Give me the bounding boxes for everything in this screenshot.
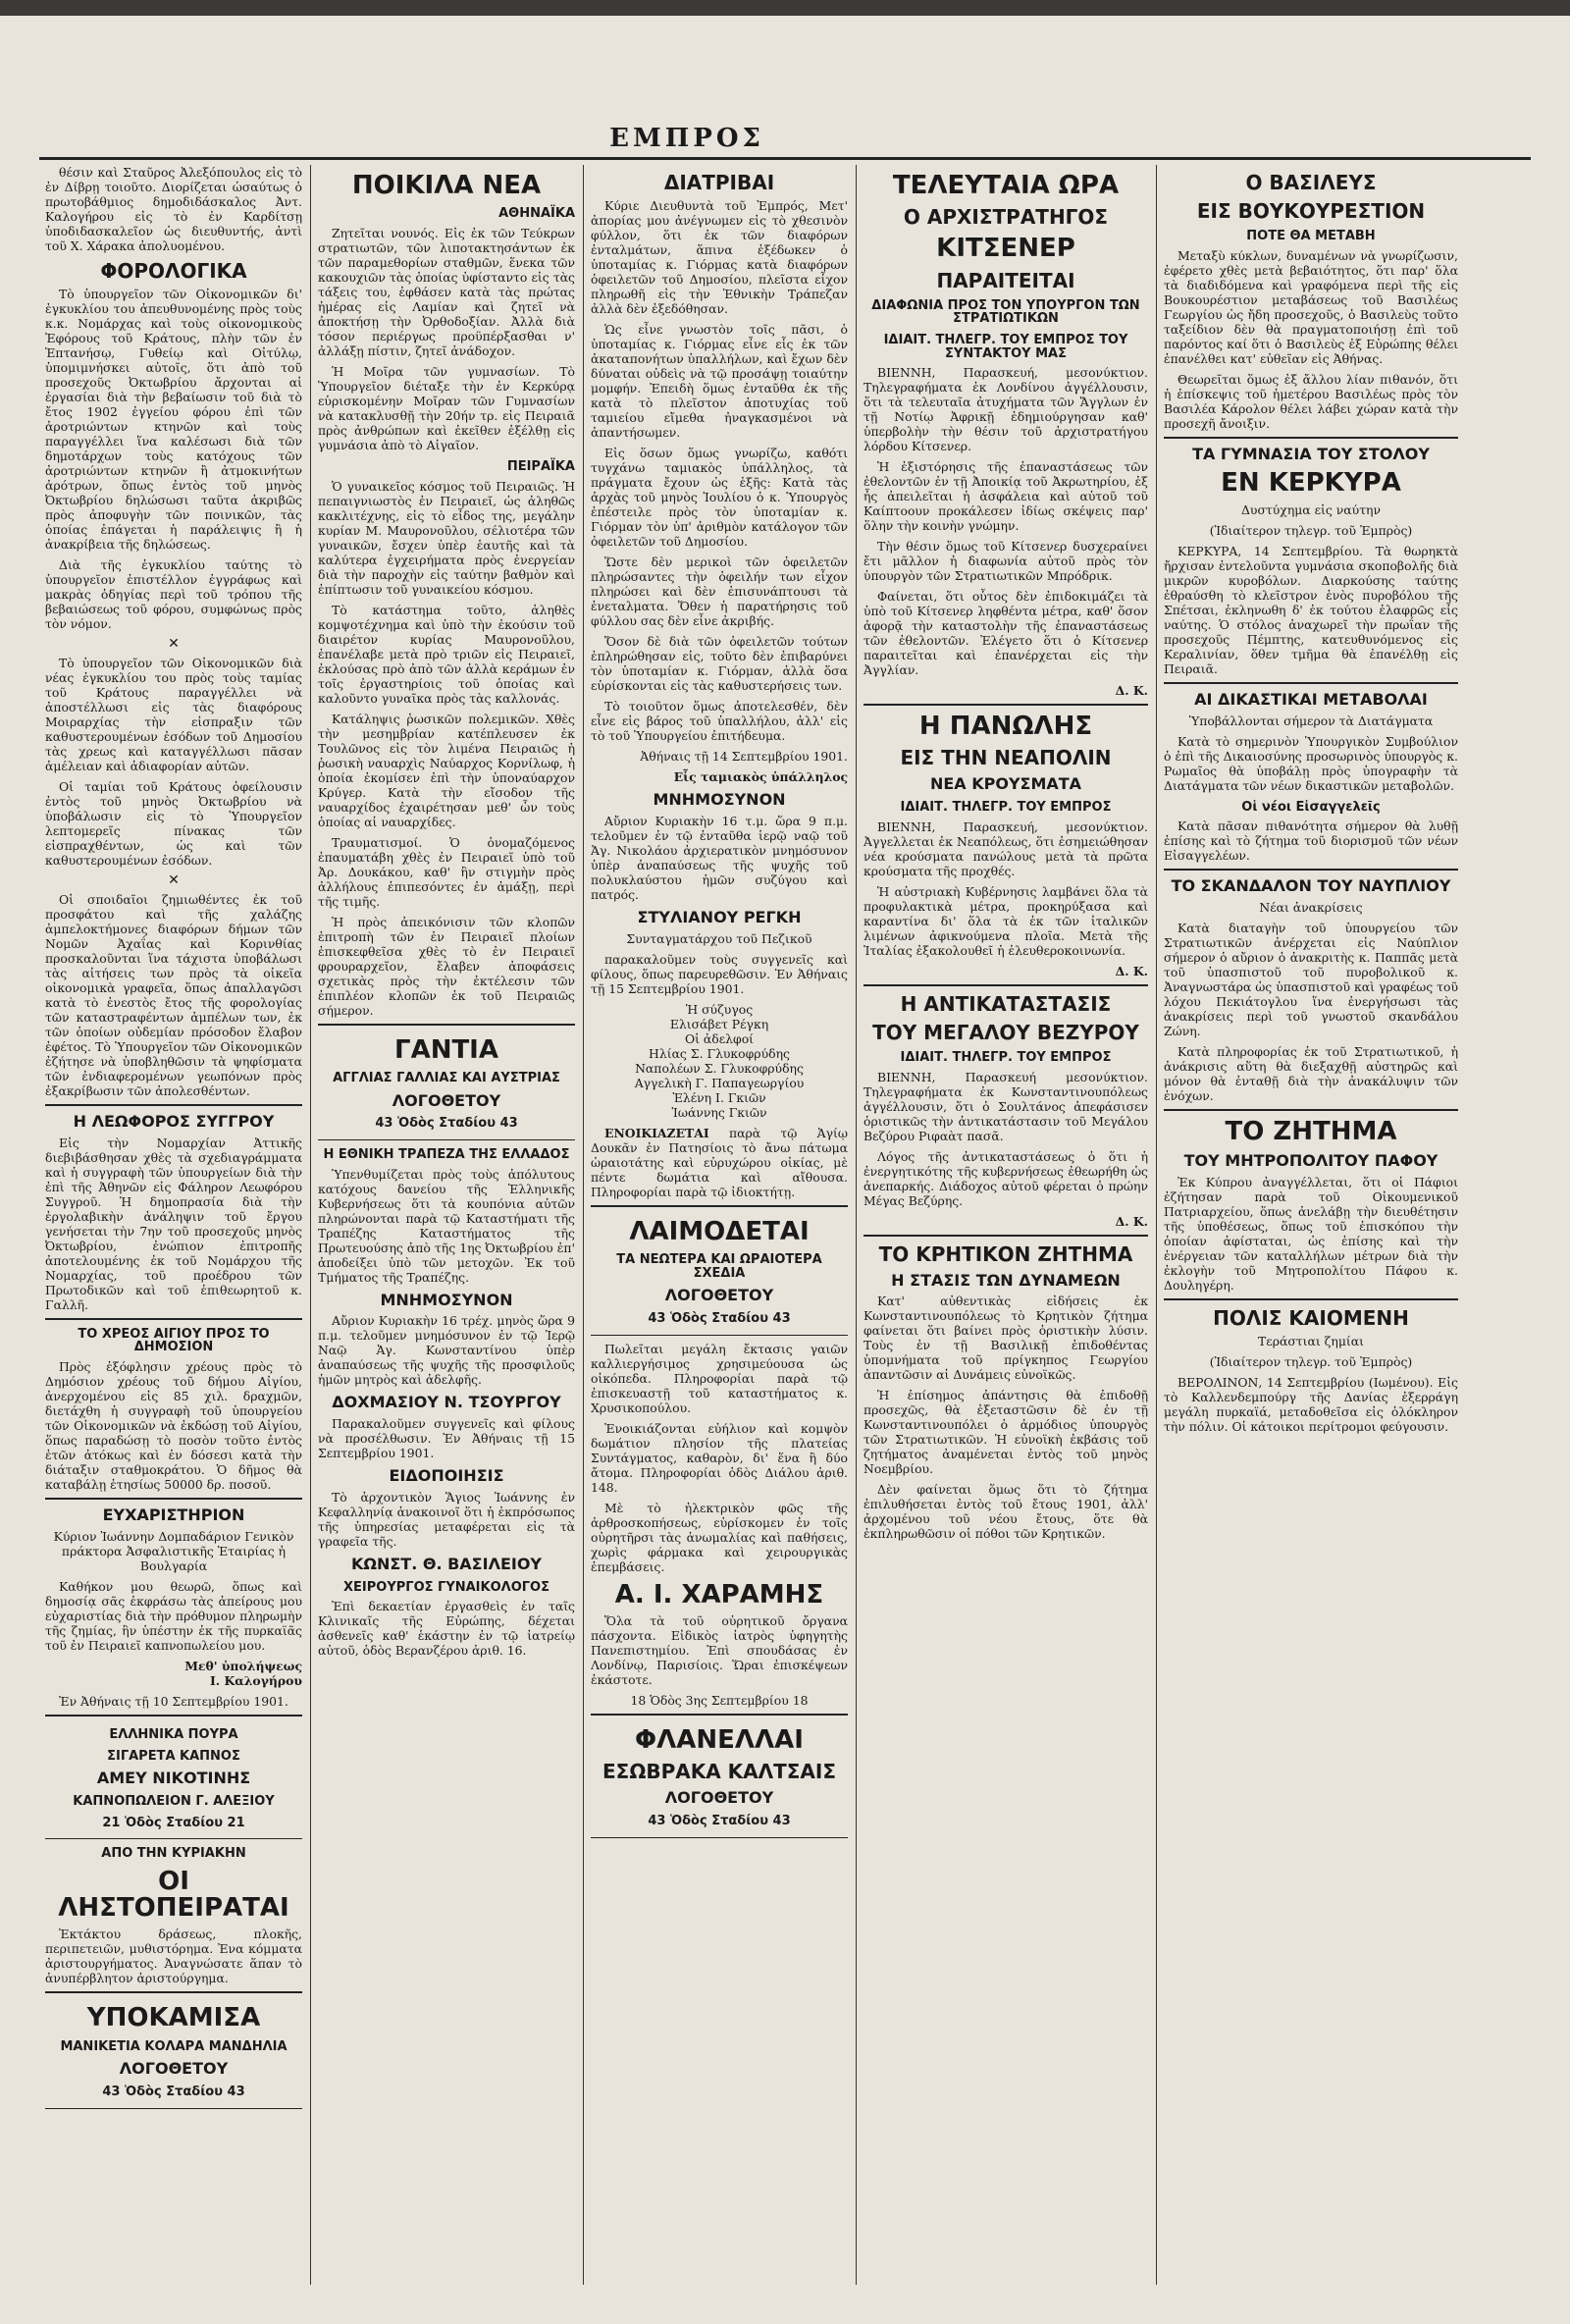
vezirou-paragraph-2: Λόγος τῆς ἀντικαταστάσεως ὁ ὅτι ἡ ἐνεργητικότης τῆς κυβερνήσεως ἐθεωρήθη ὡς ἀνεπαρκής. Διάδοχος αὐτοῦ φέρεται ὁ πρώην Μέγας Βεζύρης.: [864, 1148, 1148, 1208]
euxaristirion-paragraph: Καθήκον μου θεωρῶ, ὅπως καὶ δημοσίᾳ σᾶς ἐκφράσω τὰς ἀπείρους μου εὐχαριστίας διὰ τὴν πρόθυμον πληρωμὴν τῆς ζημίας, ἣν ὑπέστην ἐκ τῆς πυρκαϊᾶς τοῦ ἐν Πειραιεῖ καπνοπωλείου μου.: [45, 1578, 302, 1653]
diatribai-signature: Εἷς ταμιακὸς ὑπάλληλος: [673, 769, 848, 784]
peiraika-paragraph-4: Τραυματισμοί. Ὁ ὀνομαζόμενος ἐπαυματάβη χθὲς ἐν Πειραιεῖ ὑπὸ τοῦ Ἀρ. Δουκάκου, καθ' ἣν στιγμὴν πρὸς ἀλλήλους ἐπιπεσόντες ἐν ἀμάξῃ, περὶ τῆς τιμῆς.: [318, 834, 575, 909]
vasileus-paragraph-1: Μεταξὺ κύκλων, δυναμένων νὰ γνωρίζωσιν, ἐφέρετο χθὲς μετὰ βεβαιότητος, ὅτι παρ' ὅλα τὰ διαδιδόμενα καὶ γραφόμενα περὶ τῆς εἰς Βουκουρέστιον μεταβάσεως τοῦ Βασιλέως Γεωργίου ὡς ἤδη προσεχοῦς, ὁ Βασιλεὺς τοῦτο ταξείδιον δὲν θὰ πραγματοποιήσῃ ἐπὶ τοῦ παρόντος καί ὅτι ὁ Βασιλεὺς ἐξ Εὐρώπης θέλει ἐπανέλθει κατ' εὐθεῖαν εἰς Ἀθήνας.: [1164, 247, 1458, 366]
heading-staseis: Η ΣΤΑΣΙΣ ΤΩΝ ΔΥΝΑΜΕΩΝ: [891, 1270, 1121, 1290]
ad-gloves-title: ΓΑΝΤΙΑ: [394, 1034, 498, 1065]
column-4: [864, 165, 1148, 2295]
divider: [864, 704, 1148, 706]
athinaika-paragraph-2: Ἡ Μοῖρα τῶν γυμνασίων. Τὸ Ὑπουργεῖον διέταξε τὴν ἐν Κερκύρᾳ εὑρισκομένην Μοῖραν τῶν Γυμνασίων νὰ κατακλυσθῇ τὴν 20ήν τρ. εἰς Πειραιᾶ πρὸς ἀνθρώπων καὶ ἐκεῖθεν ἐξέλθῃ εἰς γυμνάσια ἀπὸ τὸ Αἰγαῖον.: [318, 363, 575, 452]
heading-leoforos: Η ΛΕΩΦΟΡΟΣ ΣΥΓΓΡΟΥ: [73, 1112, 275, 1131]
tsourgos-paragraph: Παρακαλοῦμεν συγγενεῖς καὶ φίλους νὰ προσέλθωσιν. Ἐν Ἀθήναις τῇ 15 Σεπτεμβρίου 1901.: [318, 1416, 575, 1461]
column-rule: [583, 165, 584, 2285]
polis-source: (Ἰδιαίτερον τηλεγρ. τοῦ Ἐμπρὸς): [1209, 1354, 1413, 1370]
ad-flannels-sub: ΕΣΩΒΡΑΚΑ ΚΑΛΤΣΑΙΣ: [602, 1760, 836, 1784]
enoikiazontai-paragraph: Ἐνοικιάζονται εὐήλιον καὶ κομψὸν δωμάτιον πλησίον τῆς πλατείας Συντάγματος, καθαρὸν, δι' ἕνα ἢ δύο ἄτομα. Πληροφορίαι ὁδὸς Διάλου ἀριθ. 148.: [591, 1420, 848, 1495]
ad-tobacco-line-4: ΚΑΠΝΟΠΩΛΕΙΟΝ Γ. ΑΛΕΞΙΟΥ: [73, 1793, 275, 1809]
skandalon-subheading: Νέαι ἀνακρίσεις: [1259, 899, 1363, 915]
heading-gymnasia: ΤΑ ΓΥΜΝΑΣΙΑ ΤΟΥ ΣΤΟΛΟΥ: [1192, 444, 1430, 463]
athinaika-paragraph-1: Ζητεῖται νουνός. Εἰς ἐκ τῶν Τεύκρων στρατιωτῶν, τῶν λιποτακτησάντων ἐκ τῶν παραμεθορίων σταθμῶν, ἕνεκα τῶν κακουχιῶν τὰς ὁποίας ὑφίσταντο εἰς τὰς τάξεις του, ἐφθάσεν κατὰ τὰς πρώτας ἡμέρας εἰς Λαμίαν καὶ ζητεῖ νὰ ἀποκτήσῃ τὴν Ὀρθοδοξίαν. Ἀλλὰ διὰ τόσον περιέργως προϋπέρξασθαι ν' ἀλλάξῃ πίστιν, ζητεῖ ἀνάδοχον.: [318, 225, 575, 358]
heading-vasileiou: ΚΩΝΣΤ. Θ. ΒΑΣΙΛΕΙΟΥ: [350, 1554, 543, 1573]
kitsener-signature: Δ. Κ.: [1115, 683, 1148, 699]
masthead: ΕΜΠΡΟΣ: [609, 124, 764, 153]
heading-mnimosinon-2: ΜΝΗΜΟΣΥΝΟΝ: [653, 790, 786, 809]
divider: [1164, 869, 1458, 871]
ad-neckties-sub: ΤΑ ΝΕΩΤΕΡΑ ΚΑΙ ΩΡΑΙΟΤΕΡΑ ΣΧΕΔΙΑ: [616, 1251, 822, 1281]
ad-tobacco: [45, 1715, 302, 1839]
divider: [864, 984, 1148, 986]
kerkyra-subheading: Δυστύχημα εἰς ναύτην: [1240, 502, 1381, 517]
heading-pote: ΠΟΤΕ ΘΑ ΜΕΤΑΒΗ: [1246, 229, 1376, 243]
ad-shirts: [45, 1991, 302, 2108]
forologika-paragraph-2: Διὰ τῆς ἐγκυκλίου ταύτης τὸ ὑπουργεῖον ἐπιστέλλον ἐγγράφως καὶ μακρὰς ὁδηγίας περὶ τοῦ τρόπου τῆς βεβαιώσεως τοῦ φόρου, συμφώνως πρὸς τὸν νόμον.: [45, 557, 302, 631]
poleitai-paragraph: Πωλεῖται μεγάλη ἔκτασις γαιῶν καλλιεργήσιμος χρησιμεύουσα ὡς οἰκόπεδα. Πληροφορίαι παρὰ τῷ ἐπισκευαστῇ τοῦ καταστήματος κ. Χρυσικοπούλου.: [591, 1341, 848, 1415]
kitsener-source: ΙΔΙΑΙΤ. ΤΗΛΕΓΡ. ΤΟΥ ΕΜΠΡΟΣ ΤΟΥ ΣΥΝΤΑΚΤΟΥ ΜΑΣ: [883, 332, 1128, 361]
intro-text: θέσιν καὶ Σταῦρος Ἀλεξόπουλος εἰς τὸ ἐν Δίβρῃ τοιοῦτο. Διορίζεται ὡσαύτως ὁ πρωτοβάθμιος δημοδιδάσκαλος Ἀντ. Καλογήρου εἰς τὸ ἐν Καρδίτσῃ ὑποδιδασκαλεῖον ὡς διευθυντής, ἀντὶ τοῦ Χ. Χάρακα ἀπολυομένου.: [45, 165, 302, 253]
peiraika-paragraph-5: Ἡ πρὸς ἀπεικόνισιν τῶν κλοπῶν ἐπιτροπὴ τῶν ἐν Πειραιεῖ πλοίων ἐπισκεφθεῖσα χθὲς τὸ ἐν Πειραιεῖ φρουραρχεῖον, ἔλαβεν ἀποφάσεις σχετικὰς πρὸς τὴν ἐκτέλεσιν τῶν ἐπιπλέον κλοπῶν ἐκ τοῦ Πειραιῶς σήμερον.: [318, 914, 575, 1018]
divider: [864, 1235, 1148, 1237]
header-rule: [39, 157, 1531, 160]
heading-kerkyra: ΕΝ ΚΕΡΚΥΡΑ: [1221, 468, 1401, 499]
heading-vezirou: ΤΟΥ ΜΕΓΑΛΟΥ ΒΕΖΥΡΟΥ: [872, 1020, 1139, 1044]
kritikon-paragraph-1: Κατ' αὐθεντικὰς εἰδήσεις ἐκ Κωνσταντινουπόλεως τὸ Κρητικὸν ζήτημα φαίνεται ὅτι βαίνει πρὸς ὁριστικὴν λύσιν. Τοὺς ἐν τῇ Βασιλικῇ ἐπιδοθέντας ὑπομνήματα τοῦ πρίγκηπος Γεωργίου ἀπαντῶσιν αἱ Δυνάμεις εὐνοϊκῶς.: [864, 1294, 1148, 1383]
heading-forologika: ΦΟΡΟΛΟΓΙΚΑ: [100, 259, 247, 283]
ad-shirts-address: 43 Ὁδὸς Σταδίου 43: [102, 2085, 245, 2100]
mnimosinon-2-signatures: Ἡ σύζυγος Ελισάβετ Ρέγκη Οἱ ἀδελφοί Ηλίας Σ. Γλυκοφρύδης Ναπολέων Σ. Γλυκοφρύδης Αγγελικὴ Γ. Παπαγεωργίου Ἐλένη Ι. Γκιῶν Ἰωάννης Γκιῶν: [634, 1001, 805, 1120]
ad-flannels-address: 43 Ὁδὸς Σταδίου 43: [648, 1814, 791, 1828]
heading-arxistratigos: Ο ΑΡΧΙΣΤΡΑΤΗΓΟΣ: [903, 205, 1109, 230]
heading-skandalon: ΤΟ ΣΚΑΝΔΑΛΟΝ ΤΟΥ ΝΑΥΠΛΙΟΥ: [1171, 876, 1451, 896]
ad-shirts-name: ΛΟΓΟΘΕΤΟΥ: [119, 2059, 229, 2079]
subheading-athinaika: ΑΘΗΝΑΪΚΑ: [498, 206, 575, 222]
panoukla-signature: Δ. Κ.: [1115, 963, 1148, 978]
ad-xaramis-title: Α. Ι. ΧΑΡΑΜΗΣ: [614, 1579, 824, 1610]
ad-tobacco-line-1: ΕΛΛΗΝΙΚΑ ΠΟΥΡΑ: [109, 1726, 238, 1742]
diatribai-paragraph-4: Ὥστε δὲν μερικοὶ τῶν ὀφειλετῶν πληρώσαντες τὴν ὀφειλήν των εἶχον πληρώσει καὶ δὲν ἐπισυνάπτουσι τὰ ἐνεταλματα. Ὅθεν ἡ παρατήρησις τοῦ φύλλου σας δὲν εἶνε ἀκριβής.: [591, 555, 848, 628]
eisaggeleis-paragraph: Κατὰ πᾶσαν πιθανότητα σήμερον θὰ λυθῇ ἐπίσης καὶ τὸ ζήτημα τοῦ διορισμοῦ τῶν νέων Εἰσαγγελέων.: [1164, 819, 1458, 864]
dikastikai-subheading: Ὑποβάλλονται σήμερον τὰ Διατάγματα: [1188, 713, 1434, 728]
column-rule: [856, 165, 857, 2285]
heading-mitropolitou: ΤΟΥ ΜΗΤΡΟΠΟΛΙΤΟΥ ΠΑΦΟΥ: [1183, 1151, 1439, 1171]
polis-subheading: Τεράστιαι ζημίαι: [1258, 1334, 1364, 1349]
forologika-paragraph-4: Οἱ ταμίαι τοῦ Κράτους ὀφείλουσιν ἐντὸς τοῦ μηνὸς Ὀκτωβρίου νὰ ὑποβάλωσιν εἰς τὸ Ὑπουργεῖον λεπτομερεῖς πίνακας τῶν εἰσπραχθέντων, ὡς καὶ τῶν καθυστερουμένων ἐσόδων.: [45, 779, 302, 868]
column-2: [318, 165, 575, 2295]
diatribai-paragraph-2: Ὡς εἶνε γνωστὸν τοῖς πᾶσι, ὁ ὑποταμίας κ. Γιόρμας εἶνε εἷς ἐκ τῶν ἀκαταπονήτων ὑπαλλήλων, καὶ ἔχων δὲν δύναται οὐδεὶς νὰ τῷ προσάψῃ τοιαύτην μομφήν. Ἐπειδὴ ὅμως ἐνταῦθα ἐκ τῆς κατὰ τὸ πλεῖστον ἀποτυχίας τοῦ ταμιείου εἴμεθα ἠναγκασμένοι νὰ ἀπαντήσωμεν.: [591, 322, 848, 440]
kritikon-paragraph-2: Ἡ ἐπίσημος ἀπάντησις θὰ ἐπιδοθῇ προσεχῶς, θὰ ἐξεταστῶσιν δὲ ἐν τῇ Κωνσταντινουπόλει ὁ ἀρμόδιος ὑπουργὸς τῶν Στρατιωτικῶν. Ἡ εὐνοϊκὴ ἐκβάσις τοῦ ζητήματος ἀναμένεται ἐντὸς τοῦ μηνὸς Νοεμβρίου.: [864, 1388, 1148, 1477]
heading-trapeza: Η ΕΘΝΙΚΗ ΤΡΑΠΕΖΑ ΤΗΣ ΕΛΛΑΔΟΣ: [323, 1146, 570, 1162]
trapeza-paragraph: Ὑπενθυμίζεται πρὸς τοὺς ἀπόλυτους κατόχους δανείου τῆς Ἑλληνικῆς Κυβερνήσεως ὅτι τὰ κουπόνια αὐτῶν πληρώνονται παρὰ τῷ Καταστήματι τῆς Τραπέζης Καταστήματος τῆς Πρωτευούσης ἀπὸ τῆς 1ης Ὀκτωβρίου ἐπ' ἀποδείξει ὑπὸ τῶν μετοχῶν. Ἐκ τοῦ Τμήματος τῆς Τραπέζης.: [318, 1166, 575, 1285]
euxaristirion-subheading: Κύριον Ἰωάννην Δομπαδάριον Γενικὸν πράκτορα Ἀσφαλιστικῆς Ἑταιρίας ἡ Βουλγαρία: [53, 1528, 294, 1573]
mnimosinon-2-paragraph-2: παρακαλοῦμεν τοὺς συγγενεῖς καὶ φίλους, ὅπως παρευρεθῶσιν. Ἐν Ἀθήναις τῇ 15 Σεπτεμβρίου 1901.: [591, 951, 848, 996]
peiraika-paragraph-3: Κατάληψις ῥωσικῶν πολεμικῶν. Χθὲς τὴν μεσημβρίαν κατέπλευσεν ἐκ Τουλῶνος εἰς τὸν λιμένα Πειραιῶς ἡ ῥωσικὴ ναυαρχὶς Ναύαρχος Κορνίλωφ, ἡ ὁποία ἐκομίσεν ἐπὶ τὴν ὑποναύαρχον Κρύγερ. Κατὰ τὴν εἴσοδον τῆς ναυαρχίδος ἐχαιρέτησαν μεθ' ὧν τοὺς ὁποίας αἱ ναυαρχίδες.: [318, 711, 575, 829]
heading-enoikiazetai: ΕΝΟΙΚΙΑΖΕΤΑΙ: [604, 1125, 709, 1140]
ad-tobacco-line-3: ΑΜΕΥ ΝΙΚΟΤΙΝΗΣ: [96, 1769, 251, 1788]
diatribai-date: Ἀθήναις τῇ 14 Σεπτεμβρίου 1901.: [640, 749, 848, 764]
divider: [1164, 437, 1458, 439]
ad-flannels: [591, 1714, 848, 1838]
vezirou-source: ΙΔΙΑΙΤ. ΤΗΛΕΓΡ. ΤΟΥ ΕΜΠΡΟΣ: [900, 1049, 1112, 1065]
mnimosinon-1-paragraph: Αὔριον Κυριακὴν 16 τρέχ. μηνὸς ὥρα 9 π.μ. τελοῦμεν μνημόσυνον ἐν τῷ Ἱερῷ Ναῷ Ἁγ. Κωνσταντίνου ὑπὲρ ἀναπαύσεως τῆς ψυχῆς τῆς προσφιλοῦς ἡμῶν μητρὸς καὶ ἀδελφῆς.: [318, 1313, 575, 1388]
divider: [45, 1104, 302, 1106]
skandalon-paragraph-2: Κατὰ πληροφορίας ἐκ τοῦ Στρατιωτικοῦ, ἡ ἀνάκρισις αὕτη θὰ διεξαχθῇ αὐστηρῶς καὶ μόνον θὰ ἐνταθῇ διὰ τὴν ἀνακάλυψιν τῶν ἐνόχων.: [1164, 1043, 1458, 1103]
divider: [1164, 682, 1458, 684]
skandalon-paragraph-1: Κατὰ διαταγὴν τοῦ ὑπουργείου τῶν Στρατιωτικῶν ἀνέρχεται εἰς Ναύπλιον σήμερον ὁ αὔριον ὁ ἀνακριτὴς κ. Παππᾶς μετὰ τοῦ ὑπασπιστοῦ τοῦ πυροβολικοῦ κ. Ἀναγνωστάρα ὡς ὑπασπιστοῦ καὶ γραφέως τοῦ λόχου Πεκιάτογλου ἵνα ἐνεργήσωσι τὰς ἀνακρίσεις περὶ τοῦ γνωστοῦ σκανδάλου Ζώνη.: [1164, 920, 1458, 1038]
ad-gloves-sub: ΑΓΓΛΙΑΣ ΓΑΛΛΙΑΣ ΚΑΙ ΑΥΣΤΡΙΑΣ: [333, 1070, 560, 1085]
enoikiazetai-text: παρὰ τῷ Ἁγίῳ Δουκᾶν ἐν Πατησίοις τὸ ἄνω πάτωμα ὡραιοτάτης καὶ εὐρυχώρου οἰκίας, μὲ πέντε δωμάτια καὶ αἴθουσα. Πληροφορίαι παρὰ τῷ ἰδιοκτήτῃ.: [591, 1125, 848, 1199]
ad-flannels-name: ΛΟΓΟΘΕΤΟΥ: [664, 1788, 774, 1808]
heading-diafonia: ΔΙΑΦΩΝΙΑ ΠΡΟΣ ΤΟΝ ΥΠΟΥΡΓΟΝ ΤΩΝ ΣΤΡΑΤΙΩΤΙΚΩΝ: [871, 297, 1140, 327]
heading-euxaristirion: ΕΥΧΑΡΙΣΤΗΡΙΟΝ: [102, 1505, 245, 1525]
panoukla-paragraph-1: ΒΙΕΝΝΗ, Παρασκευή, μεσονύκτιον. Ἀγγελλεται ἐκ Νεαπόλεως, ὅτι ἐσημειώθησαν νέα κρούσματα πανώλους μετὰ τὰ πρῶτα κρούσματα τῆς προχθές.: [864, 819, 1148, 878]
subheading-peiraika: ΠΕΙΡΑΪΚΑ: [506, 458, 575, 474]
mnimosinon-2-subheading: Συνταγματάρχου τοῦ Πεζικοῦ: [626, 930, 812, 946]
vasileiou-subheading: ΧΕΙΡΟΥΡΓΟΣ ΓΥΝΑΙΚΟΛΟΓΟΣ: [343, 1579, 550, 1595]
kitsener-paragraph-1: ΒΙΕΝΝΗ, Παρασκευή, μεσονύκτιον. Τηλεγραφήματα ἐκ Λονδίνου ἀγγέλλουσιν, ὅτι τὰ τελευταῖα ἀτυχήματα τῶν Ἄγγλων ἐν τῇ Νοτίῳ Ἀφρικῇ ἐδημιούργησαν καθ' ὑπερβολὴν τὴν θέσιν τοῦ ἀρχιστρατήγου λόρδου Κίτσενερ.: [864, 365, 1148, 454]
forologika-paragraph-1: Τὸ ὑπουργεῖον τῶν Οἰκονομικῶν δι' ἐγκυκλίου του ἀπευθυνομένης πρὸς τοὺς κ.κ. Νομάρχας καὶ τοὺς οἰκονομικοὺς Ἐφόρους τοῦ Κράτους, πλὴν τῶν ἐν Ἑπτανήσῳ, Γυθείῳ καὶ Οἰτύλῳ, ὑπομιμνήσκει αὐτοῖς, ὅτι ἀπὸ τοῦ προσεχοῦς Ὀκτωβρίου ἄρχονται αἱ ἐργασίαι διὰ τὴν βεβαίωσιν τοῦ διὰ τὸ ἔτος 1902 ἐγγείου φόρου ἐπὶ τῶν ἀροτριώντων κτηνῶν καὶ τοὺς παραγγέλλει ἵνα καλέσωσι διὰ τῶν δημοτάρχων τοὺς κατόχους τῶν ἀροτριώντων κτηνῶν ἢ ἀτμοκινήτων ἀρότρων, ὅπως ἐντὸς τοῦ μηνὸς Ὀκτωβρίου δηλώσωσι ταῦτα ἀκριβῶς πρὸς ἀποφυγὴν τῶν ποινικῶν, τὰς ὁποίας ἐπάγεται ἡ παράλειψις ἢ ἡ ἀνακρίβεια τῆς δηλώσεως.: [45, 287, 302, 552]
heading-voukourestion: ΕΙΣ ΒΟΥΚΟΥΡΕΣΤΙΟΝ: [1196, 199, 1426, 223]
ad-neckties-name: ΛΟΓΟΘΕΤΟΥ: [664, 1286, 774, 1305]
mnimosinon-2-name: ΣΤΥΛΙΑΝΟΥ ΡΕΓΚΗ: [637, 907, 802, 926]
divider: [45, 1498, 302, 1500]
heading-kritikon: ΤΟ ΚΡΗΤΙΚΟΝ ΖΗΤΗΜΑ: [878, 1241, 1133, 1266]
vasileus-paragraph-2: Θεωρεῖται ὅμως ἐξ ἄλλου λίαν πιθανόν, ὅτι ἡ ἐπίσκεψις τοῦ ἡμετέρου Βασιλέως πρὸς τὸν Βασιλέα Κάρολον θέλει λάβει χώραν κατὰ τὴν προσεχῆ ἄνοιξιν.: [1164, 371, 1458, 431]
separator-x-2: ✕: [168, 872, 180, 888]
ad-neckties-title: ΛΑΙΜΟΔΕΤΑΙ: [629, 1216, 810, 1246]
heading-eisaggeleis: Οἱ νέοι Εἰσαγγελεῖς: [1241, 799, 1381, 815]
ad-neckties-address: 43 Ὁδὸς Σταδίου 43: [648, 1310, 791, 1326]
heading-krousmata: ΝΕΑ ΚΡΟΥΣΜΑΤΑ: [929, 774, 1082, 794]
peiraika-paragraph-1: Ὁ γυναικεῖος κόσμος τοῦ Πειραιῶς. Ἡ πεπαιγνιωστὸς ἐν Πειραιεῖ, ὡς ἀληθῶς κακλιτέχνης, εἰς τὸ εἶδος της, μεγάλην κυρίαν Μ. Μαυρονοῦλου, σέλιοτέρα τῶν γυναικῶν, ἔσχεν ὑπὲρ ἑαυτῆς καὶ τὰ καλύτερα ἐγχειρήματα πρὸς ἐνεργείαν διὰ τὴν παροχὴν εἰς ταύτην βαθμὸν καὶ ἐπίπτωσιν τοῦ γυναικείου κόσμου.: [318, 478, 575, 597]
forologika-paragraph-3: Τὸ ὑπουργεῖον τῶν Οἰκονομικῶν διὰ νέας ἐγκυκλίου του πρὸς τοὺς ταμίας τοῦ Κράτους παραγγέλλει νὰ ἀποστέλλωσι εἰς τὰς διαφόρους Μοιραρχίας τὴν εἰσπραξιν τῶν καθυστερουμένων ἐσόδων τοῦ Δημοσίου τὰς χρεως καὶ καταγγέλλωσι πᾶσαν ἀμέλειαν καὶ ἀδιαφορίαν αὐτῶν.: [45, 656, 302, 773]
column-rule: [1156, 165, 1157, 2285]
heading-polis: ΠΟΛΙΣ ΚΑΙΟΜΕΝΗ: [1213, 1306, 1409, 1331]
ad-gloves: [318, 1024, 575, 1140]
ad-shirts-title: ΥΠΟΚΑΜΙΣΑ: [86, 2003, 261, 2034]
ad-shirts-sub: ΜΑΝΙΚΕΤΙΑ ΚΟΛΑΡΑ ΜΑΝΔΗΛΙΑ: [60, 2038, 288, 2054]
column-1: [45, 165, 302, 2295]
heading-neapolin: ΕΙΣ ΤΗΝ ΝΕΑΠΟΛΙΝ: [900, 746, 1112, 770]
diatribai-paragraph-1: Κύριε Διευθυντὰ τοῦ Ἐμπρός, Μετ' ἀπορίας μου ἀνέγνωμεν εἰς τὸ χθεσινὸν φύλλον, ὅτι ἐκ τῶν διαφόρων ἐνταλμάτων, ἅπινα ἐξέδωκεν ὁ ὑποταμίας κ. Γιόρμας κατὰ διαφόρων ὀφειλετῶν τοῦ Δημοσίου, πλεῖστα εἶχον πληρωθῆ εἰς τὴν Ἐθνικὴν Τράπεζαν ἀλλὰ δὲν ἐξεδόθησαν.: [591, 198, 848, 316]
column-rule: [310, 165, 311, 2285]
vezirou-signature: Δ. Κ.: [1115, 1213, 1148, 1229]
mitropolitou-paragraph: Ἐκ Κύπρου ἀναγγέλλεται, ὅτι οἱ Πάφιοι ἐζήτησαν παρὰ τοῦ Οἰκουμενικοῦ Πατριαρχείου, ὅπως ἀνελάβῃ τὴν διευθέτησιν τῆς ὑποθέσεως, ὅπως τοῦ ἐπισκόπου τὴν ὁποίαν ἀφίσταται, ὡς ἐπίσης καὶ τὴν ἐνέργειαν τῶν καταλλήλων μέτρων διὰ τὴν ἐκλογὴν τοῦ Μητροπολίτου Πάφου κ. Δουληγέρη.: [1164, 1175, 1458, 1294]
scan-edge-band: [0, 0, 1570, 16]
kitsener-paragraph-2: Ἡ ἐξιστόρησις τῆς ἐπαναστάσεως τῶν ἐθελοντῶν ἐν τῇ Ἀποικίᾳ τοῦ Ἀκρωτηρίου, ἐξ ἧς ἀπειλεῖται ἡ ἀσφάλεια καὶ αὐτοῦ τοῦ Καίπτοουν προκάλεσεν ἰδίως σκέψεις παρ' ὅλην τὴν κοινὴν γνώμην.: [864, 459, 1148, 534]
kitsener-paragraph-4: Φαίνεται, ὅτι οὗτος δὲν ἐπιδοκιμάζει τὰ ὑπὸ τοῦ Κίτσενερ ληφθέντα μέτρα, καθ' ὅσον ἀφορᾷ τὴν καταστολὴν τῆς ἐπαναστάσεως τῶν ἐθελοντῶν. Ἐλέγετο ὅτι ὁ Κίτσενερ παραιτεῖται καὶ ἐπανέρχεται εἰς τὴν Ἀγγλίαν.: [864, 589, 1148, 678]
eidopoiisis-paragraph: Τὸ ἀρχοντικὸν Ἅγιος Ἰωάννης ἐν Κεφαλληνίᾳ ἀνακοινοῖ ὅτι ἡ ἐκπρόσωπος τῆς ὑπηρεσίας μεταφέρεται εἰς τὰ γραφεῖα τῆς.: [318, 1489, 575, 1549]
separator-x-1: ✕: [168, 636, 180, 652]
diatribai-paragraph-3: Εἰς ὅσων ὅμως γνωρίζω, καθότι τυγχάνω ταμιακὸς ὑπάλληλος, τὰ πράγματα ἔχουν ὡς ἑξῆς: Κατὰ τὰς ἀρχὰς τοῦ μηνὸς Ἰουλίου ὁ κ. Ὑπουργὸς ἐπέστειλε πρὸς τὸν ὑποταμίαν κ. Γιόρμαν τὸν ὑπ' ἀριθμὸν κατάλογον τῶν ὀφειλετῶν τοῦ Δημοσίου.: [591, 446, 848, 549]
ad-novel-title: ΟΙ ΛΗΣΤΟΠΕΙΡΑΤΑΙ: [58, 1866, 289, 1924]
ad-gloves-address: 43 Ὁδὸς Σταδίου 43: [375, 1116, 518, 1132]
ad-gloves-name: ΛΟΓΟΘΕΤΟΥ: [392, 1090, 501, 1110]
euxaristirion-date: Ἐν Ἀθήναις τῇ 10 Σεπτεμβρίου 1901.: [59, 1693, 288, 1709]
ad-neckties: [591, 1205, 848, 1336]
heading-kitsener: ΚΙΤΣΕΝΕΡ: [936, 234, 1075, 264]
vasileiou-paragraph: Ἐπὶ δεκαετίαν ἐργασθεὶς ἐν ταῖς Κλινικαῖς τῆς Εὐρώπης, δέχεται ἀσθενεῖς καθ' ἑκάστην ἐν τῷ ἰατρείῳ αὐτοῦ, ὁδὸς Βερανζέρου ἀριθ. 16.: [318, 1599, 575, 1659]
divider: [1164, 1109, 1458, 1111]
kerkyra-source: (Ἰδιαίτερον τηλεγρ. τοῦ Ἐμπρὸς): [1209, 522, 1413, 538]
panoukla-paragraph-2: Ἡ αὐστριακὴ Κυβέρνησις λαμβάνει ὅλα τὰ προφυλακτικὰ μέτρα, προκηρύξασα καὶ καραντίνα δι' ὅλα τὰ ἐκ τῶν ἰταλικῶν λιμένων ἀφικνούμενα πλοῖα. Μετὰ τῆς Ἰταλίας ἐξακολουθεῖ ἡ ἐλευθεροκοινωνία.: [864, 883, 1148, 958]
divider: [1164, 1298, 1458, 1300]
ad-novel-top: ΑΠΟ ΤΗΝ ΚΥΡΙΑΚΗΝ: [101, 1846, 246, 1862]
polis-paragraph: ΒΕΡΟΛΙΝΟΝ, 14 Σεπτεμβρίου (Ιωμένου). Εἰς τὸ Καλλενδεμπούργ τῆς Δανίας ἐξερράγη μεγάλη πυρκαϊά, μεταδοθεῖσα εἰς ὁλόκληρον τὴν πόλιν. Οἱ κάτοικοι περίτρομοι φεύγουσιν.: [1164, 1375, 1458, 1435]
ad-flannels-title: ΦΛΑΝΕΛΛΑΙ: [635, 1724, 804, 1755]
ad-tobacco-line-5: 21 Ὁδὸς Σταδίου 21: [102, 1815, 245, 1830]
ilektriki-paragraph: Μὲ τὸ ἠλεκτρικὸν φῶς τῆς ἀρθροσκοπήσεως, εὑρίσκομεν ἐν τοῖς οὐρητῆρσι τὰς ἀνωμαλίας καὶ παθήσεις, χωρὶς φάρμακα καὶ χειρουργικὰς ἐπεμβάσεις.: [591, 1500, 848, 1574]
heading-eidopoiisis: ΕΙΔΟΠΟΙΗΣΙΣ: [389, 1466, 504, 1486]
xreos-paragraph: Πρὸς ἐξόφλησιν χρέους πρὸς τὸ Δημόσιον χρέους τοῦ δήμου Αἰγίου, ἀνερχομένου εἰς 85 χιλ. δραχμῶν, διετάχθη ἡ συγγραφὴ τοῦ ὑπουργείου τῶν Οἰκονομικῶν νὰ ἐκδώσῃ τοῦ Αἰγίου, ὅπως παραδώσῃ τὸ ποσὸν τοῦτο ἐντὸς ἐτῶν ἀτόκως καὶ ἐν δόσεσι κατὰ τὴν διάταξιν σταθμοκράτου. Ὁ δῆμος θὰ καταβάλῃ ἐτησίως 50000 δρ. ποσοῦ.: [45, 1359, 302, 1493]
kitsener-paragraph-3: Τὴν θέσιν ὅμως τοῦ Κίτσενερ δυσχεραίνει ἔτι μᾶλλον ἡ διαφωνία αὐτοῦ πρὸς τὸν ὑπουργὸν τῶν Στρατιωτικῶν Μπρόδρικ.: [864, 539, 1148, 584]
divider: [45, 1318, 302, 1320]
leoforos-paragraph: Εἰς τὴν Νομαρχίαν Ἀττικῆς διεβιβάσθησαν χθὲς τὰ σχεδιαγράμματα καὶ ἡ συγγραφὴ τῶν ὑπουργείων διὰ τὴν ἐπὶ τῆς Ἀθηνῶν εἰς Φάληρον Λεωφόρου Συγγροῦ. Ἡ δημοπρασία διὰ τὴν ἐργολαβικὴν ἀνάληψιν τοῦ ἔργου γενήσεται τὴν 7ην τοῦ προσεχοῦς μηνὸς Ὀκτωβρίου, ἐνώπιον ἐπιτροπῆς ἀποτελουμένης ἐκ τοῦ Νομάρχου τῆς Νομαρχίας, τοῦ προέδρου τῶν Πρωτοδικῶν καὶ τοῦ ἐπιθεωρητοῦ κ. Γαλλῆ.: [45, 1135, 302, 1312]
vezirou-paragraph-1: ΒΙΕΝΝΗ, Παρασκευή μεσονύκτιον. Τηλεγραφήματα ἐκ Κωνσταντινουπόλεως ἀγγέλλουσιν, ὅτι ὁ Σουλτάνος ἀπεφάσισεν ὁριστικῶς τὴν ἀντικατάστασιν τοῦ Μεγάλου Βεζύρου Ριφαὰτ πασᾶ.: [864, 1069, 1148, 1143]
heading-xreos: ΤΟ ΧΡΕΟΣ ΑΙΓΙΟΥ ΠΡΟΣ ΤΟ ΔΗΜΟΣΙΟΝ: [78, 1326, 270, 1355]
heading-tsourgos: ΔΟΧΜΑΣΙΟΥ Ν. ΤΣΟΥΡΓΟΥ: [332, 1393, 561, 1412]
ad-novel-text: Ἐκτάκτου δράσεως, πλοκῆς, περιπετειῶν, μυθιστόρημα. Ἐνα κόμματα ἀριστουργήματος. Ἀναγνώσατε ἅπαν τὸ ἀνυπέρβλητον ἀριστούργημα.: [45, 1927, 302, 1986]
heading-antikatastasis: Η ΑΝΤΙΚΑΤΑΣΤΑΣΙΣ: [900, 991, 1112, 1016]
ad-xaramis-address: 18 Ὁδὸς 3ης Σεπτεμβρίου 18: [630, 1692, 809, 1708]
diatribai-paragraph-6: Τὸ τοιοῦτον ὅμως ἀποτελεσθέν, δὲν εἶνε εἰς βάρος τοῦ ὑπαλλήλου, ἀλλ' εἰς τὸ τοῦ Ὑπουργείου ἐπιτήδευμα.: [591, 699, 848, 743]
enoikiazetai-paragraph: [591, 1126, 848, 1199]
dikastikai-paragraph: Κατὰ τὸ σημερινὸν Ὑπουργικὸν Συμβούλιον ὁ ἐπὶ τῆς Δικαιοσύνης προσωρινὸς ὑπουργὸς κ. Ρωμαῖος θὰ ὑποβάλῃ πρὸς ὑπογραφὴν τὰ Διατάγματα τῶν νέων δικαστικῶν μεταβολῶν.: [1164, 733, 1458, 793]
euxaristirion-signature: Μεθ' ὑπολήψεως Ι. Καλογήρου: [184, 1658, 302, 1688]
column-5: [1164, 165, 1458, 2295]
heading-paraiteitai: ΠΑΡΑΙΤΕΙΤΑΙ: [936, 268, 1075, 292]
kritikon-paragraph-3: Δὲν φαίνεται ὅμως ὅτι τὸ ζήτημα ἐπιλυθήσεται ἐντὸς τοῦ ἔτους 1901, ἀλλ' ἀρχομένου τοῦ νέου ἔτους, ὅτε θὰ ἐκπληρωθῶσιν οἱ πόθοι τῶν Κρητικῶν.: [864, 1482, 1148, 1542]
heading-teleutaia: ΤΕΛΕΥΤΑΙΑ ΩΡΑ: [892, 171, 1120, 200]
diatribai-paragraph-5: Ὅσον δὲ διὰ τῶν ὀφειλετῶν τούτων ἐπληρώθησαν εἰς, τοῦτο δὲν ἐπιβαρύνει τὸν ὑποταμίαν κ. Γιόρμαν, ἀλλὰ ὅσα εὑρίσκονται εἰς τὰς καθυστερήσεις των.: [591, 634, 848, 693]
heading-poikila: ΠΟΙΚΙΛΑ ΝΕΑ: [351, 171, 542, 200]
heading-panoukla: Η ΠΑΝΩΛΗΣ: [918, 712, 1093, 742]
ad-tobacco-line-2: ΣΙΓΑΡΕΤΑ ΚΑΠΝΟΣ: [107, 1748, 240, 1764]
kerkyra-paragraph: ΚΕΡΚΥΡΑ, 14 Σεπτεμβρίου. Τὰ θωρηκτὰ ἤρχισαν ἐντελοῦντα γυμνάσια σκοποβολῆς διὰ μικρῶν κυροβόλων. Διαρκούσης ταύτης ἐθραύσθη τὸ κλεῖστρον ἑνὸς πυροβόλου τῆς Σπέτσαι, ἐκληνωθη δ' ἐκ τούτου ἐλαφρῶς εἷς ναύτης. Ὁ στόλος ἀναχωρεῖ τὴν πρωΐαν τῆς προσεχοῦς Πέμπτης, κατευθυνόμενος εἰς Κεραλινίαν, ὅθεν τμῆμα θὰ ἐπανέλθῃ εἰς Πειραιᾶ.: [1164, 543, 1458, 676]
peiraika-paragraph-2: Τὸ κατάστημα τοῦτο, ἀληθὲς κομψοτέχνημα καὶ ὑπὸ τὴν ἐκούσιν τοῦ διαιρέτον κυρίας Μαυρονοῦλου, ἐπανέλαβε μετὰ πρὸ τριῶν εἰς Πειραιεῖ, ἐκλούσας πρὸ ἀπὸ τῶν ἀλλὰ κεράμων ἐν τοῖς ἐργαστηρίοις τοῦ ὁποίας καὶ καλοῦντο γυναῖκα πρὸς τὰς καλλονάς.: [318, 602, 575, 706]
column-3: [591, 165, 848, 2295]
forologika-paragraph-5: Οἱ σποιδαῖοι ζημιωθέντες ἐκ τοῦ προσφάτου καὶ τῆς χαλάζης ἀμπελοκτήμονες διαφόρων δήμων τῶν Νομῶν Ἀχαΐας καὶ Κορινθίας προσκαλοῦνται ἵνα τάχιστα ὑποβάλωσι τὰς αἰτήσεις των πρὸς τὰ οἰκεῖα οἰκονομικὰ γραφεῖα, ὅπως ἀπαλλαγῶσι κατὰ τὸ ἐνεστὸς ἔτος τῆς φορολογίας τῶν καταστραφέντων ἀμπέλων των, ἐκ τῶν ὁποίων οὐδεμίαν πρόσοδον ἔλαβον ἐφέτος. Τὸ Ὑπουργεῖον τῶν Οἰκονομικῶν ἐζήτησε νὰ ὑποβληθῶσιν τὰ ψηφίσματα τῶν ἐνδιαφερομένων γεωπόνων πρὸς ἐξακρίβωσιν τῶν ἀπολεσθέντων.: [45, 892, 302, 1098]
mnimosinon-2-paragraph: Αὔριον Κυριακὴν 16 τ.μ. ὥρα 9 π.μ. τελοῦμεν ἐν τῷ ἐνταῦθα ἱερῷ ναῷ τοῦ Ἁγ. Νικολάου ἀρχιερατικὸν μνημόσυνον ὑπὲρ ἀναπαύσεως τῆς ψυχῆς τοῦ πολυκλαύστου ἡμῶν συζύγου καὶ πατρός.: [591, 813, 848, 902]
heading-zitima: ΤΟ ΖΗΤΗΜΑ: [1225, 1116, 1397, 1146]
heading-mnimosinon-1: ΜΝΗΜΟΣΥΝΟΝ: [380, 1290, 513, 1309]
heading-vasileus: Ο ΒΑΣΙΛΕΥΣ: [1245, 171, 1377, 194]
heading-dikastikai: ΑΙ ΔΙΚΑΣΤΙΚΑΙ ΜΕΤΑΒΟΛΑΙ: [1194, 689, 1428, 709]
heading-diatribai: ΔΙΑΤΡΙΒΑΙ: [663, 171, 775, 194]
panoukla-source: ΙΔΙΑΙΤ. ΤΗΛΕΓΡ. ΤΟΥ ΕΜΠΡΟΣ: [900, 800, 1112, 816]
ad-xaramis-paragraph: Ὅλα τὰ τοῦ οὐρητικοῦ ὄργανα πάσχοντα. Εἰδικὸς ἰατρὸς ὑφηγητὴς Πανεπιστημίου. Ἐπὶ σπουδάσας ἐν Λονδίνῳ, Παρισίοις. Ὥραι ἐπισκέψεων ἐκάστοτε.: [591, 1612, 848, 1687]
